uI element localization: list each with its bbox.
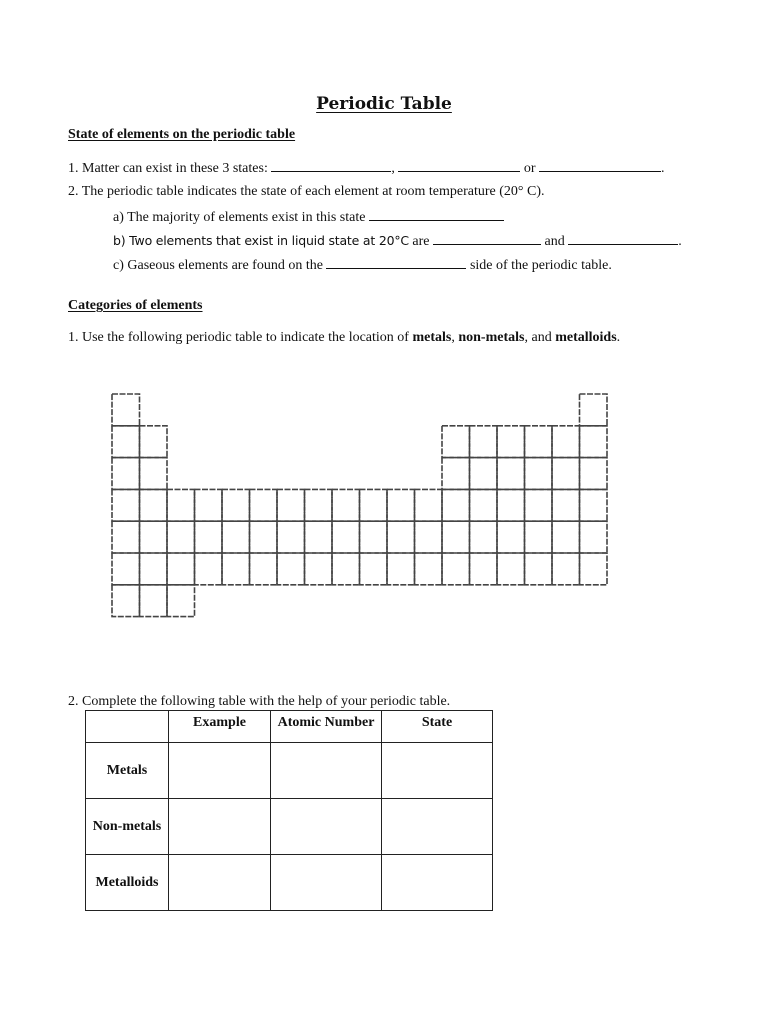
question-text: 1. Matter can exist in these 3 states: — [68, 161, 268, 176]
element-cell[interactable] — [470, 489, 498, 521]
section-heading-categories: Categories of elements — [68, 298, 203, 313]
separator-text: or — [523, 161, 536, 176]
element-cell[interactable] — [250, 553, 278, 585]
element-cell[interactable] — [222, 521, 250, 553]
element-cell[interactable] — [415, 521, 443, 553]
element-cell[interactable] — [552, 426, 580, 458]
element-cell[interactable] — [222, 553, 250, 585]
table-header-cell: State — [382, 711, 493, 743]
element-cell[interactable] — [497, 521, 525, 553]
question-text: and — [544, 234, 565, 249]
element-cell[interactable] — [140, 458, 168, 490]
separator-text: , — [391, 161, 395, 176]
element-cell[interactable] — [387, 489, 415, 521]
element-cell[interactable] — [552, 521, 580, 553]
element-cell[interactable] — [332, 489, 360, 521]
term-metals: metals — [412, 330, 452, 345]
element-cell[interactable] — [442, 458, 470, 490]
element-cell[interactable] — [497, 489, 525, 521]
table-header-cell: Example — [169, 711, 271, 743]
element-cell[interactable] — [140, 426, 168, 458]
answer-cell[interactable] — [382, 799, 493, 855]
element-cell[interactable] — [552, 458, 580, 490]
element-cell[interactable] — [167, 489, 195, 521]
element-cell[interactable] — [525, 458, 553, 490]
element-cell[interactable] — [140, 585, 168, 617]
element-cell[interactable] — [470, 521, 498, 553]
element-cell[interactable] — [305, 521, 333, 553]
element-cell[interactable] — [552, 489, 580, 521]
element-cell[interactable] — [442, 521, 470, 553]
element-cell[interactable] — [305, 489, 333, 521]
element-cell[interactable] — [525, 521, 553, 553]
answer-cell[interactable] — [271, 855, 382, 911]
element-cell[interactable] — [442, 553, 470, 585]
answer-cell[interactable] — [169, 855, 271, 911]
element-cell[interactable] — [580, 553, 608, 585]
element-cell[interactable] — [470, 458, 498, 490]
element-cell[interactable] — [112, 553, 140, 585]
element-cell[interactable] — [332, 521, 360, 553]
element-cell[interactable] — [415, 553, 443, 585]
question-text: side of the periodic table. — [469, 258, 612, 273]
page-title: Periodic Table — [316, 94, 452, 114]
element-cell[interactable] — [167, 553, 195, 585]
element-cell[interactable] — [525, 553, 553, 585]
element-cell[interactable] — [525, 426, 553, 458]
table-header-row — [86, 711, 493, 743]
element-cell[interactable] — [442, 426, 470, 458]
separator-text: , and — [524, 330, 552, 345]
question-text: a) The majority of elements exist in this state — [113, 210, 366, 225]
element-cell[interactable] — [140, 553, 168, 585]
row-label-metalloids: Metalloids — [86, 855, 169, 911]
end-punctuation: . — [661, 161, 665, 176]
element-cell[interactable] — [497, 426, 525, 458]
element-cell[interactable] — [525, 489, 553, 521]
element-cell[interactable] — [112, 394, 140, 426]
answer-cell[interactable] — [169, 743, 271, 799]
element-cell[interactable] — [250, 489, 278, 521]
element-cell[interactable] — [580, 521, 608, 553]
element-cell[interactable] — [470, 426, 498, 458]
section-heading-states: State of elements on the periodic table — [68, 127, 296, 142]
element-cell[interactable] — [580, 458, 608, 490]
separator-text: , — [451, 330, 455, 345]
element-cell[interactable] — [112, 521, 140, 553]
question-2-room-temperature: 2. The periodic table indicates the state of each element at room temperature (20° C). — [68, 184, 545, 199]
element-cell[interactable] — [222, 489, 250, 521]
question-text: are — [412, 234, 430, 249]
question-2-table-instructions: 2. Complete the following table with the help of your periodic table. — [68, 694, 451, 709]
element-cell[interactable] — [140, 521, 168, 553]
element-cell[interactable] — [167, 521, 195, 553]
element-cell[interactable] — [277, 489, 305, 521]
answer-cell[interactable] — [169, 799, 271, 855]
table-header-cell: Atomic Number — [271, 711, 382, 743]
question-text: 1. Use the following periodic table to indicate the location of — [68, 330, 409, 345]
element-cell[interactable] — [387, 521, 415, 553]
element-cell[interactable] — [277, 553, 305, 585]
table-row — [86, 855, 493, 911]
end-punctuation: . — [678, 234, 682, 249]
question-text: c) Gaseous elements are found on the — [113, 258, 323, 273]
table-row — [86, 799, 493, 855]
element-cell[interactable] — [580, 426, 608, 458]
element-cell[interactable] — [305, 553, 333, 585]
term-metalloids: metalloids — [555, 330, 617, 345]
element-cell[interactable] — [360, 521, 388, 553]
element-cell[interactable] — [387, 553, 415, 585]
element-cell[interactable] — [112, 426, 140, 458]
element-cell[interactable] — [250, 521, 278, 553]
element-cell[interactable] — [277, 521, 305, 553]
term-non-metals: non-metals — [458, 330, 525, 345]
element-cell[interactable] — [140, 489, 168, 521]
element-cell[interactable] — [415, 489, 443, 521]
answer-cell[interactable] — [271, 743, 382, 799]
answer-cell[interactable] — [382, 855, 493, 911]
end-punctuation: . — [616, 330, 621, 345]
element-cell[interactable] — [360, 553, 388, 585]
element-cell[interactable] — [112, 585, 140, 617]
element-cell[interactable] — [167, 585, 195, 617]
element-cell[interactable] — [112, 458, 140, 490]
question-text: b) Two elements that exist in liquid state at 20°C — [113, 233, 409, 248]
row-label-metals: Metals — [86, 743, 169, 799]
table-header-cell — [86, 711, 169, 743]
element-cell[interactable] — [497, 553, 525, 585]
element-cell[interactable] — [112, 489, 140, 521]
table-row — [86, 743, 493, 799]
row-label-non-metals: Non-metals — [86, 799, 169, 855]
element-cell[interactable] — [332, 553, 360, 585]
element-cell[interactable] — [580, 489, 608, 521]
element-cell[interactable] — [442, 489, 470, 521]
element-cell[interactable] — [470, 553, 498, 585]
element-cell[interactable] — [580, 394, 608, 426]
element-categories-table — [85, 710, 493, 911]
element-cell[interactable] — [360, 489, 388, 521]
element-cell[interactable] — [195, 521, 223, 553]
element-cell[interactable] — [552, 553, 580, 585]
answer-cell[interactable] — [382, 743, 493, 799]
element-cell[interactable] — [195, 553, 223, 585]
answer-cell[interactable] — [271, 799, 382, 855]
element-cell[interactable] — [195, 489, 223, 521]
element-cell[interactable] — [497, 458, 525, 490]
